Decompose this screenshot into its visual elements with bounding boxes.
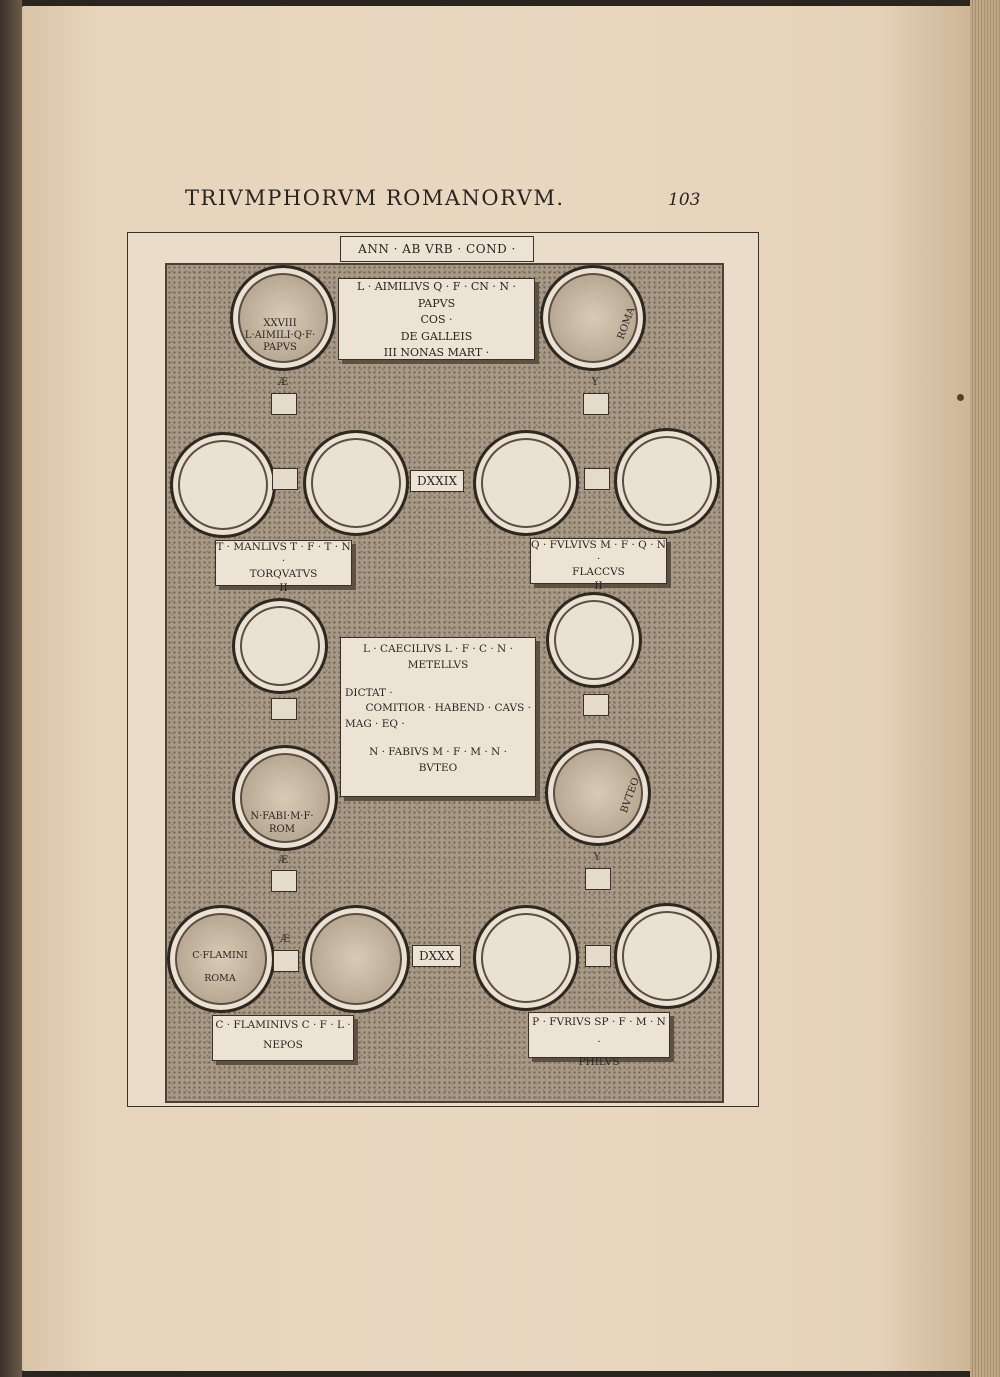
coin-tab bbox=[271, 698, 297, 720]
metal-mark: Y bbox=[593, 852, 601, 863]
triumph-label-caecilius: L · CAECILIVS L · F · C · N · METELLVS DICTAT · COMITIOR · HABEND · CAVS · MAG · EQ · N · FABIVS M · F · M · N · BVTEO bbox=[340, 637, 536, 797]
metal-mark: Æ bbox=[279, 934, 290, 945]
coin-tab bbox=[585, 868, 611, 890]
coin-inscription: C·FLAMINI ROMA bbox=[192, 950, 248, 984]
coin-blank bbox=[614, 903, 720, 1009]
triumph-label-flaminius: C · FLAMINIVS C · F · L · NEPOS bbox=[212, 1015, 354, 1061]
coin-blank bbox=[546, 592, 642, 688]
coin-tab bbox=[584, 468, 610, 490]
book-spine-edge bbox=[0, 0, 22, 1377]
coin-tab bbox=[585, 945, 611, 967]
coin-blank bbox=[303, 430, 409, 536]
coin-tab bbox=[273, 950, 299, 972]
year-label: DXXX bbox=[412, 945, 461, 967]
coin-blank bbox=[473, 905, 579, 1011]
plate-scroll-title: ANN · AB VRB · COND · bbox=[340, 236, 534, 262]
coin-blank bbox=[232, 598, 328, 694]
coin-inscription: XXVIII L·AIMILI·Q·F· PAPVS bbox=[244, 318, 316, 353]
metal-mark: Æ bbox=[277, 855, 288, 866]
coin-tab bbox=[271, 870, 297, 892]
coin-blank bbox=[614, 428, 720, 534]
coin-tab bbox=[271, 393, 297, 415]
triumph-label-manlius: T · MANLIVS T · F · T · N · TORQVATVS II bbox=[216, 541, 351, 594]
triumph-label-fulvius: Q · FVLVIVS M · F · Q · N · FLACCVS II bbox=[531, 539, 666, 592]
year-label: DXXIX bbox=[410, 470, 464, 492]
page-number: 103 bbox=[668, 190, 701, 210]
coin-bearded-head bbox=[302, 905, 410, 1013]
coin-tab bbox=[272, 468, 298, 490]
running-head: TRIVMPHORVM ROMANORVM. bbox=[185, 186, 565, 210]
coin-blank bbox=[170, 432, 276, 538]
coin-tab bbox=[583, 694, 609, 716]
coin-inscription: ROMA bbox=[615, 306, 638, 341]
metal-mark: Y bbox=[591, 377, 599, 388]
coin-tab bbox=[583, 393, 609, 415]
metal-mark: Æ bbox=[277, 377, 288, 388]
triumph-label-aimilius: L · AIMILIVS Q · F · CN · N · PAPVS COS · DE GALLEIS III NONAS MART · bbox=[338, 278, 535, 360]
ink-spot bbox=[957, 394, 964, 401]
triumph-label-furius: P · FVRIVS SP · F · M · N · PHILVS bbox=[528, 1012, 670, 1058]
coin-inscription: N·FABI·M·F· ROM bbox=[250, 811, 314, 835]
coin-inscription: BVTEO bbox=[618, 776, 642, 815]
page-fore-edge bbox=[970, 0, 1000, 1377]
coin-blank bbox=[473, 430, 579, 536]
